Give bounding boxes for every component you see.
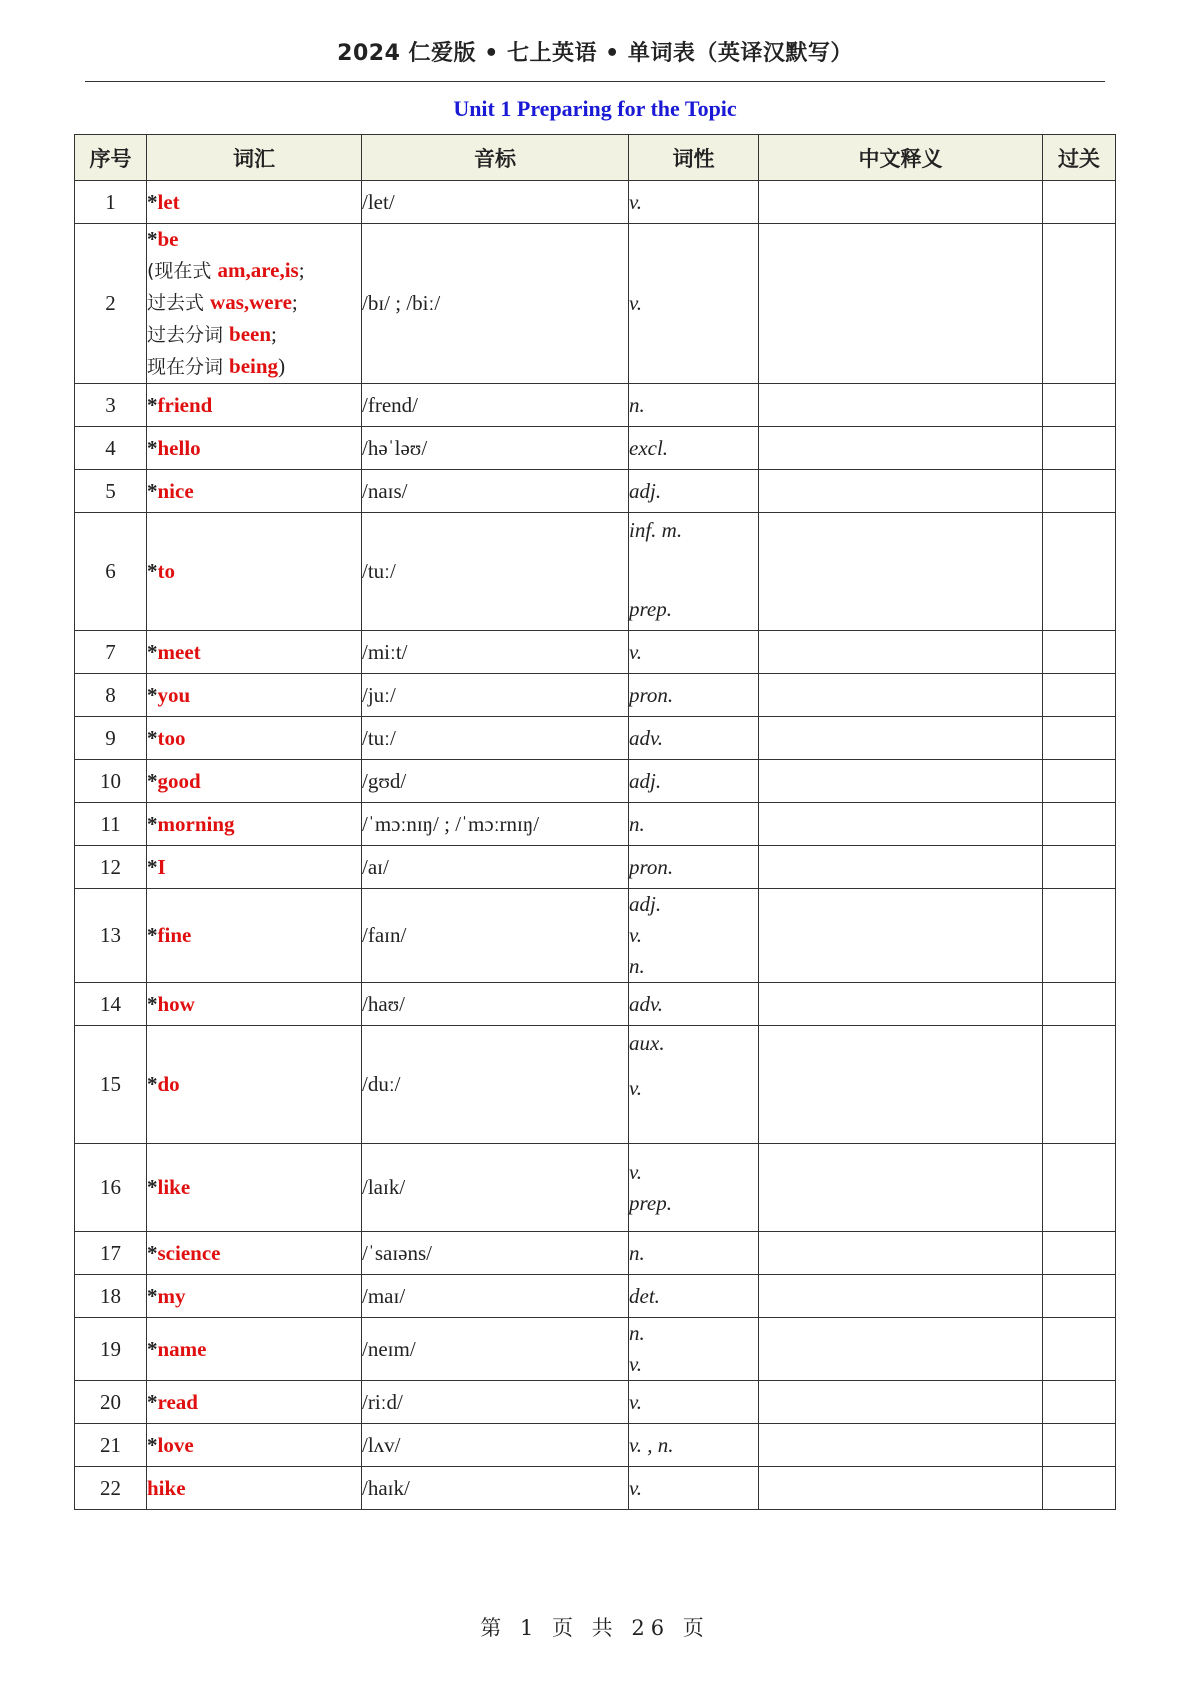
row-number: 20 [75, 1381, 147, 1424]
star-marker: * [147, 991, 158, 1016]
part-of-speech: v. [629, 189, 643, 214]
part-of-speech: n. [629, 954, 645, 978]
part-of-speech: prep. [629, 597, 672, 621]
word-cell [147, 224, 362, 384]
part-of-speech: v. [629, 291, 643, 315]
vocab-word: read [157, 1389, 198, 1414]
present-tense-forms [147, 255, 361, 287]
form-label: 过去分词 [147, 324, 230, 346]
part-of-speech-cell [629, 1144, 759, 1232]
chinese-meaning-blank[interactable] [759, 1467, 1043, 1510]
part-of-speech: adj. [629, 478, 662, 503]
pass-check-blank[interactable] [1043, 427, 1116, 470]
page-number: 第 1 页 共 26 页 [480, 1616, 710, 1640]
pass-check-blank[interactable] [1043, 983, 1116, 1026]
vocab-word: science [157, 1240, 221, 1265]
row-number: 7 [75, 631, 147, 674]
phonetic-cell: /ˈsaɪəns/ [362, 1232, 629, 1275]
word-cell [147, 384, 362, 427]
part-of-speech-cell [629, 1424, 759, 1467]
row-number: 1 [75, 181, 147, 224]
form-word: being [229, 354, 279, 378]
word-cell [147, 1381, 362, 1424]
table-row [75, 760, 1116, 803]
pass-check-blank[interactable] [1043, 513, 1116, 631]
word-cell [147, 1318, 362, 1381]
table-row [75, 846, 1116, 889]
vocab-word: let [157, 189, 180, 214]
pass-check-blank[interactable] [1043, 1232, 1116, 1275]
row-number: 18 [75, 1275, 147, 1318]
part-of-speech-cell [629, 513, 759, 631]
row-number: 2 [75, 224, 147, 384]
word-cell [147, 760, 362, 803]
table-row [75, 1275, 1116, 1318]
part-of-speech: adj. [629, 892, 662, 916]
chinese-meaning-blank[interactable] [759, 631, 1043, 674]
form-label: 过去式 [147, 292, 211, 314]
vocab-word: fine [157, 923, 192, 947]
pos-stack [629, 513, 758, 625]
star-marker: * [147, 682, 158, 707]
word-cell [147, 717, 362, 760]
part-of-speech: v. [629, 1159, 643, 1184]
word-cell [147, 1026, 362, 1144]
word-cell [147, 427, 362, 470]
vocab-word: hello [157, 435, 201, 460]
part-of-speech-cell [629, 1318, 759, 1381]
table-row [75, 1318, 1116, 1381]
part-of-speech-cell [629, 889, 759, 983]
part-of-speech: n. [629, 392, 645, 417]
form-word: was,were [210, 290, 292, 314]
pos-stack [629, 1026, 758, 1104]
header-divider [85, 81, 1105, 82]
phonetic-cell: /ˈmɔːnɪŋ/ ; /ˈmɔːrnɪŋ/ [362, 803, 629, 846]
vocab-word: how [157, 991, 195, 1016]
vocab-word: I [157, 854, 166, 879]
row-number: 10 [75, 760, 147, 803]
word-cell [147, 846, 362, 889]
star-marker: * [147, 1175, 158, 1199]
row-number: 3 [75, 384, 147, 427]
table-row [75, 889, 1116, 983]
word-cell [147, 889, 362, 983]
row-number: 6 [75, 513, 147, 631]
part-of-speech-cell [629, 1026, 759, 1144]
table-row [75, 1424, 1116, 1467]
vocab-word: like [157, 1175, 191, 1199]
phonetic-cell: /lʌv/ [362, 1424, 629, 1467]
part-of-speech-cell [629, 674, 759, 717]
chinese-meaning-blank[interactable] [759, 427, 1043, 470]
vocab-word: you [157, 682, 191, 707]
phonetic-cell: /maɪ/ [362, 1275, 629, 1318]
table-row [75, 384, 1116, 427]
vocab-word: do [157, 1072, 180, 1096]
form-punct: ; [271, 322, 277, 346]
word-forms-note [147, 255, 361, 383]
phonetic-cell: /juː/ [362, 674, 629, 717]
part-of-speech-cell [629, 983, 759, 1026]
vocab-word: hike [147, 1475, 186, 1500]
part-of-speech-cell [629, 224, 759, 384]
table-row [75, 427, 1116, 470]
star-marker: * [147, 1336, 158, 1361]
pass-check-blank[interactable] [1043, 760, 1116, 803]
past-tense-forms [147, 287, 361, 319]
word-cell [147, 1424, 362, 1467]
star-marker: * [147, 392, 158, 417]
part-of-speech-cell [629, 803, 759, 846]
chinese-meaning-blank[interactable] [759, 674, 1043, 717]
part-of-speech: adv. [629, 725, 664, 750]
part-of-speech: n. [629, 1240, 645, 1265]
vocab-word: morning [157, 811, 235, 836]
pass-check-blank[interactable] [1043, 1275, 1116, 1318]
part-of-speech-cell [629, 1232, 759, 1275]
pass-check-blank[interactable] [1043, 181, 1116, 224]
word-cell [147, 1144, 362, 1232]
part-of-speech-cell [629, 470, 759, 513]
phonetic-cell: /miːt/ [362, 631, 629, 674]
table-row [75, 983, 1116, 1026]
phonetic-cell: /laɪk/ [362, 1144, 629, 1232]
part-of-speech-cell [629, 760, 759, 803]
phonetic-cell: /həˈləʊ/ [362, 427, 629, 470]
vocab-word: name [157, 1336, 207, 1361]
row-number: 22 [75, 1467, 147, 1510]
phonetic-cell: /naɪs/ [362, 470, 629, 513]
phonetic-cell: /bɪ/ ; /biː/ [362, 224, 629, 384]
part-of-speech-cell [629, 384, 759, 427]
row-number: 12 [75, 846, 147, 889]
star-marker: * [147, 189, 158, 214]
chinese-meaning-blank[interactable] [759, 1424, 1043, 1467]
word-cell [147, 674, 362, 717]
table-row [75, 513, 1116, 631]
phonetic-cell: /frend/ [362, 384, 629, 427]
row-number: 13 [75, 889, 147, 983]
chinese-meaning-blank[interactable] [759, 1026, 1043, 1144]
pass-check-blank[interactable] [1043, 631, 1116, 674]
form-word: am,are,is [217, 258, 299, 282]
part-of-speech: v. [629, 1475, 643, 1500]
form-punct: ; [291, 290, 298, 314]
part-of-speech-cell [629, 427, 759, 470]
phonetic-cell: /faɪn/ [362, 889, 629, 983]
vocab-word: nice [157, 478, 194, 503]
chinese-meaning-blank[interactable] [759, 1232, 1043, 1275]
part-of-speech: v. [629, 1352, 643, 1376]
part-of-speech: v. [629, 639, 643, 664]
chinese-meaning-blank[interactable] [759, 181, 1043, 224]
vocabulary-table [74, 134, 1116, 1510]
phonetic-cell: /let/ [362, 181, 629, 224]
header-chinese-meaning: 中文释义 [759, 135, 1043, 181]
chinese-meaning-blank[interactable] [759, 1318, 1043, 1381]
vocab-word: be [157, 227, 179, 251]
chinese-meaning-blank[interactable] [759, 803, 1043, 846]
vocab-word: friend [157, 392, 213, 417]
pass-check-blank[interactable] [1043, 846, 1116, 889]
part-of-speech-cell [629, 1381, 759, 1424]
chinese-meaning-blank[interactable] [759, 1275, 1043, 1318]
part-of-speech: v. [629, 923, 643, 947]
chinese-meaning-blank[interactable] [759, 760, 1043, 803]
table-row [75, 1026, 1116, 1144]
document-title: 2024 仁爱版 • 七上英语 • 单词表（英译汉默写） [337, 41, 853, 66]
star-marker: * [147, 725, 158, 750]
part-of-speech: adv. [629, 991, 664, 1016]
part-of-speech: n. [629, 811, 645, 836]
pass-check-blank[interactable] [1043, 1026, 1116, 1144]
pass-check-blank[interactable] [1043, 1467, 1116, 1510]
row-number: 11 [75, 803, 147, 846]
pass-check-blank[interactable] [1043, 384, 1116, 427]
form-punct: ) [278, 354, 286, 378]
chinese-meaning-blank[interactable] [759, 717, 1043, 760]
table-row [75, 803, 1116, 846]
chinese-meaning-blank[interactable] [759, 513, 1043, 631]
chinese-meaning-blank[interactable] [759, 224, 1043, 384]
pass-check-blank[interactable] [1043, 224, 1116, 384]
part-of-speech: v. [629, 1076, 643, 1100]
table-row [75, 717, 1116, 760]
part-of-speech: pron. [629, 682, 674, 707]
word-cell [147, 803, 362, 846]
table-row [75, 674, 1116, 717]
chinese-meaning-blank[interactable] [759, 384, 1043, 427]
word-cell [147, 631, 362, 674]
pass-check-blank[interactable] [1043, 674, 1116, 717]
header-part-of-speech: 词性 [629, 135, 759, 181]
pass-check-blank[interactable] [1043, 717, 1116, 760]
form-label: 现在分词 [147, 356, 230, 378]
table-header-row [75, 135, 1116, 181]
part-of-speech: inf. m. [629, 518, 683, 542]
star-marker: * [147, 639, 158, 664]
chinese-meaning-blank[interactable] [759, 1144, 1043, 1232]
chinese-meaning-blank[interactable] [759, 470, 1043, 513]
chinese-meaning-blank[interactable] [759, 889, 1043, 983]
word-cell [147, 470, 362, 513]
part-of-speech-cell [629, 631, 759, 674]
word-cell [147, 983, 362, 1026]
star-marker: * [147, 1389, 158, 1414]
part-of-speech-cell [629, 1467, 759, 1510]
part-of-speech: prep. [629, 1190, 672, 1215]
vocab-word: meet [157, 639, 201, 664]
part-of-speech-cell [629, 181, 759, 224]
table-row [75, 470, 1116, 513]
chinese-meaning-blank[interactable] [759, 983, 1043, 1026]
word-cell [147, 1275, 362, 1318]
row-number: 5 [75, 470, 147, 513]
phonetic-cell: /riːd/ [362, 1381, 629, 1424]
part-of-speech-cell [629, 846, 759, 889]
star-marker: * [147, 768, 158, 793]
phonetic-cell: /tuː/ [362, 513, 629, 631]
phonetic-cell: /gʊd/ [362, 760, 629, 803]
table-row [75, 224, 1116, 384]
word-cell [147, 513, 362, 631]
pass-check-blank[interactable] [1043, 889, 1116, 983]
row-number: 9 [75, 717, 147, 760]
phonetic-cell: /neɪm/ [362, 1318, 629, 1381]
header-phonetic: 音标 [362, 135, 629, 181]
header-number: 序号 [75, 135, 147, 181]
row-number: 21 [75, 1424, 147, 1467]
star-marker: * [147, 811, 158, 836]
star-marker: * [147, 923, 158, 947]
phonetic-cell: /tuː/ [362, 717, 629, 760]
word-cell [147, 181, 362, 224]
table-row [75, 631, 1116, 674]
row-number: 14 [75, 983, 147, 1026]
word-cell [147, 1467, 362, 1510]
part-of-speech: v. [629, 1389, 643, 1414]
star-marker: * [147, 227, 158, 251]
form-punct: ; [298, 258, 305, 282]
phonetic-cell: /haʊ/ [362, 983, 629, 1026]
part-of-speech-cell [629, 717, 759, 760]
star-marker: * [147, 559, 158, 583]
table-row [75, 1467, 1116, 1510]
part-of-speech: pron. [629, 854, 674, 879]
chinese-meaning-blank[interactable] [759, 846, 1043, 889]
pass-check-blank[interactable] [1043, 470, 1116, 513]
past-participle-form [147, 319, 361, 351]
form-label: (现在式 [147, 260, 218, 282]
row-number: 17 [75, 1232, 147, 1275]
star-marker: * [147, 1072, 158, 1096]
header-pass: 过关 [1043, 135, 1116, 181]
vocab-word: love [157, 1432, 194, 1457]
table-row [75, 1381, 1116, 1424]
pass-check-blank[interactable] [1043, 1144, 1116, 1232]
row-number: 4 [75, 427, 147, 470]
pass-check-blank[interactable] [1043, 803, 1116, 846]
vocab-word: too [157, 725, 186, 750]
word-cell [147, 1232, 362, 1275]
table-row [75, 1232, 1116, 1275]
header-word: 词汇 [147, 135, 362, 181]
part-of-speech: v. , n. [629, 1432, 674, 1457]
form-word: been [229, 322, 272, 346]
star-marker: * [147, 478, 158, 503]
chinese-meaning-blank[interactable] [759, 1381, 1043, 1424]
table-row [75, 1144, 1116, 1232]
part-of-speech: adj. [629, 768, 662, 793]
star-marker: * [147, 1432, 158, 1457]
row-number: 15 [75, 1026, 147, 1144]
star-marker: * [147, 1283, 158, 1308]
part-of-speech: excl. [629, 435, 669, 460]
row-number: 8 [75, 674, 147, 717]
vocab-word: to [157, 559, 175, 583]
part-of-speech: aux. [629, 1031, 665, 1055]
star-marker: * [147, 435, 158, 460]
phonetic-cell: /haɪk/ [362, 1467, 629, 1510]
part-of-speech-cell [629, 1275, 759, 1318]
vocab-word: good [157, 768, 201, 793]
pass-check-blank[interactable] [1043, 1318, 1116, 1381]
row-number: 16 [75, 1144, 147, 1232]
table-row [75, 181, 1116, 224]
row-number: 19 [75, 1318, 147, 1381]
unit-title: Unit 1 Preparing for the Topic [453, 96, 737, 121]
part-of-speech: det. [629, 1283, 660, 1308]
star-marker: * [147, 854, 158, 879]
phonetic-cell: /aɪ/ [362, 846, 629, 889]
phonetic-cell: /duː/ [362, 1026, 629, 1144]
pass-check-blank[interactable] [1043, 1424, 1116, 1467]
vocab-word: my [157, 1283, 186, 1308]
pass-check-blank[interactable] [1043, 1381, 1116, 1424]
part-of-speech: n. [629, 1321, 645, 1345]
present-participle-form [147, 351, 361, 383]
star-marker: * [147, 1240, 158, 1265]
